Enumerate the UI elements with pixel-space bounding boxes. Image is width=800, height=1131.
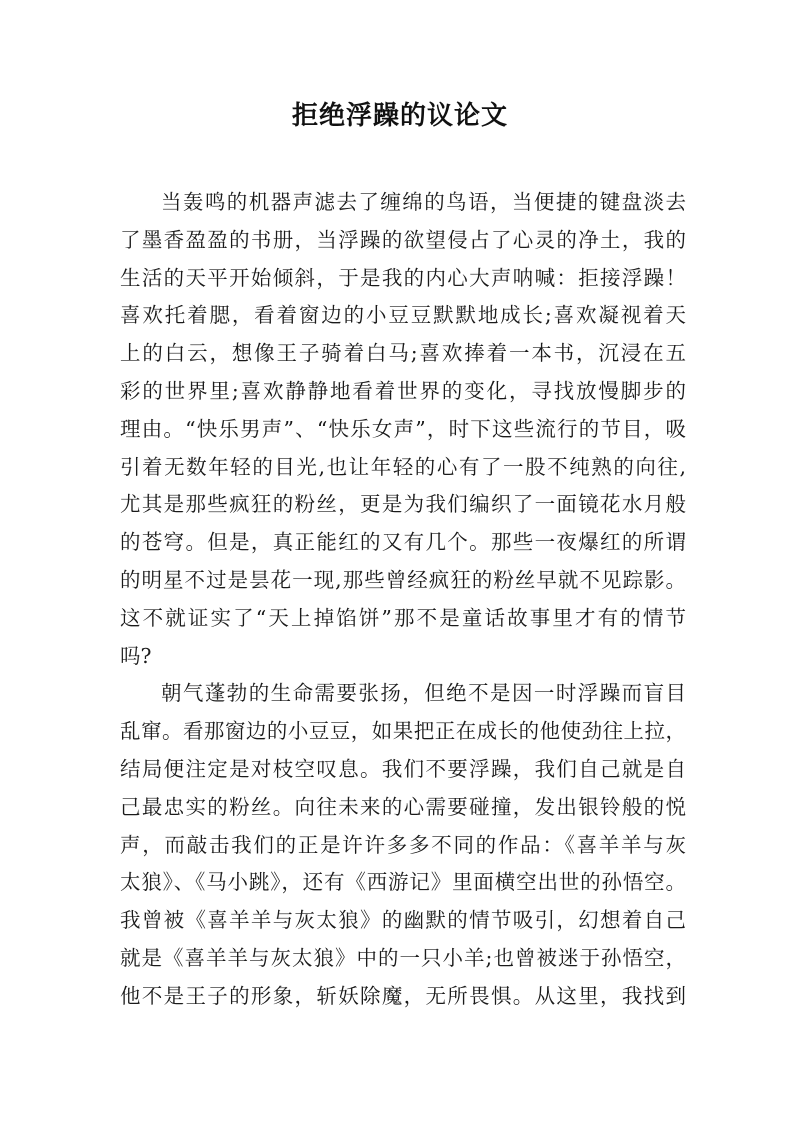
text-line: 结局便注定是对枝空叹息。我们不要浮躁，我们自己就是自 [120, 756, 686, 781]
paragraph-1 [120, 184, 686, 675]
document-title: 拒绝浮躁的议论文 [291, 101, 508, 131]
text-line: 他不是王子的形象，斩妖除魔，无所畏惧。从这里，我找到 [120, 983, 686, 1008]
text-line: 声，而敲击我们的正是许许多多不同的作品：《喜羊羊与灰 [120, 832, 686, 857]
text-line: 乱窜。看那窗边的小豆豆，如果把正在成长的他使劲往上拉， [120, 719, 686, 744]
text-line: 的明星不过是昙花一现,那些曾经疯狂的粉丝早就不见踪影。 [120, 567, 686, 592]
text-line: 吗? [120, 643, 152, 668]
text-line: 太狼》、《马小跳》，还有《西游记》里面横空出世的孙悟空。 [120, 870, 686, 895]
text-line: 当轰鸣的机器声滤去了缠绵的鸟语，当便捷的键盘淡去 [161, 190, 686, 214]
document-body [120, 184, 686, 1016]
text-line: 己最忠实的粉丝。向往未来的心需要碰撞，发出银铃般的悦 [120, 794, 686, 819]
text-line: 的苍穹。但是，真正能红的又有几个。那些一夜爆红的所谓 [120, 530, 686, 555]
paragraph-2 [120, 675, 686, 1015]
text-line: 引着无数年轻的目光,也让年轻的心有了一股不纯熟的向往, [120, 454, 686, 479]
text-line: 理由。“快乐男声”、“快乐女声”，时下这些流行的节目，吸 [120, 416, 686, 441]
text-line: 上的白云，想像王子骑着白马;喜欢捧着一本书，沉浸在五 [120, 341, 686, 366]
text-line: 生活的天平开始倾斜，于是我的内心大声呐喊：拒接浮躁！ [120, 265, 686, 290]
text-line: 这不就证实了“天上掉馅饼”那不是童话故事里才有的情节 [120, 605, 686, 630]
text-line: 了墨香盈盈的书册，当浮躁的欲望侵占了心灵的净土，我的 [120, 227, 686, 252]
text-line: 尤其是那些疯狂的粉丝，更是为我们编织了一面镜花水月般 [120, 492, 686, 517]
text-line: 彩的世界里;喜欢静静地看着世界的变化，寻找放慢脚步的 [120, 378, 686, 403]
text-line: 朝气蓬勃的生命需要张扬，但绝不是因一时浮躁而盲目 [161, 681, 686, 706]
text-line: 我曾被《喜羊羊与灰太狼》的幽默的情节吸引，幻想着自己 [120, 908, 686, 933]
text-line: 就是《喜羊羊与灰太狼》中的一只小羊;也曾被迷于孙悟空， [120, 945, 686, 970]
text-line: 喜欢托着腮，看着窗边的小豆豆默默地成长;喜欢凝视着天 [120, 303, 686, 328]
